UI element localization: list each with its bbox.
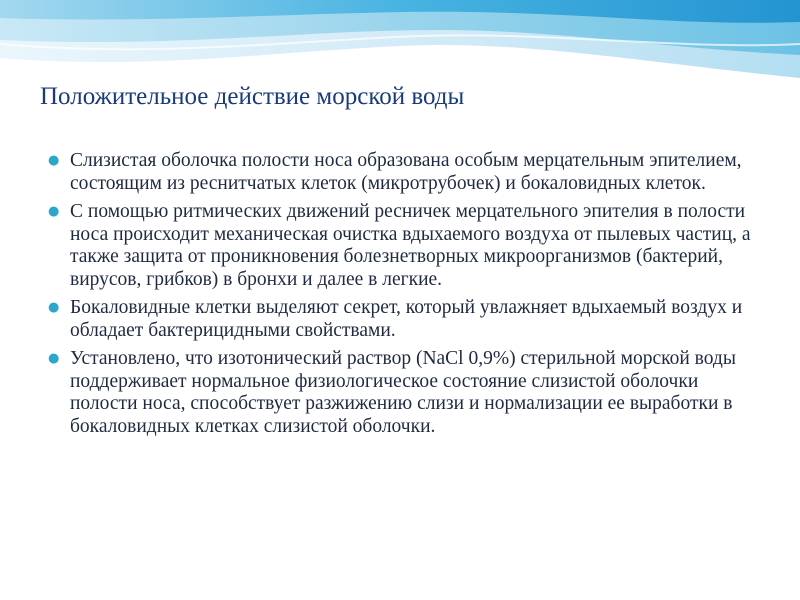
list-item [48, 297, 760, 342]
list-item [48, 150, 760, 195]
bullet-text: Установлено, что изотонический раствор (NaCl 0,9%) стерильной морской воды поддерживает нормальное физиологическое состояние слизистой оболочки полости носа, способствует разжижению слизи и нормализации ее выработки в бокаловидных клетках слизистой оболочки. [70, 348, 736, 437]
slide-title: Положительное действие морской воды [40, 83, 465, 110]
round-bullet-icon: ● [48, 153, 60, 168]
list-item [48, 201, 760, 291]
list-item [48, 348, 760, 438]
bullet-text: Слизистая оболочка полости носа образована особым мерцательным эпителием, состоящим из реснитчатых клеток (микротрубочек) и бокаловидных клеток. [70, 150, 742, 194]
round-bullet-icon: ● [48, 351, 60, 366]
bullet-list [48, 150, 760, 444]
bullet-text: С помощью ритмических движений ресничек мерцательного эпителия в полости носа происходит механическая очистка вдыхаемого воздуха от пылевых частиц, а также защита от проникновения болезнетворных микроорганизмов (бактерий, вирусов, грибков) в бронхи и далее в легкие. [70, 201, 751, 290]
round-bullet-icon: ● [48, 300, 60, 315]
bullet-text: Бокаловидные клетки выделяют секрет, который увлажняет вдыхаемый воздух и обладает бактерицидными свойствами. [70, 297, 743, 341]
round-bullet-icon: ● [48, 204, 60, 219]
